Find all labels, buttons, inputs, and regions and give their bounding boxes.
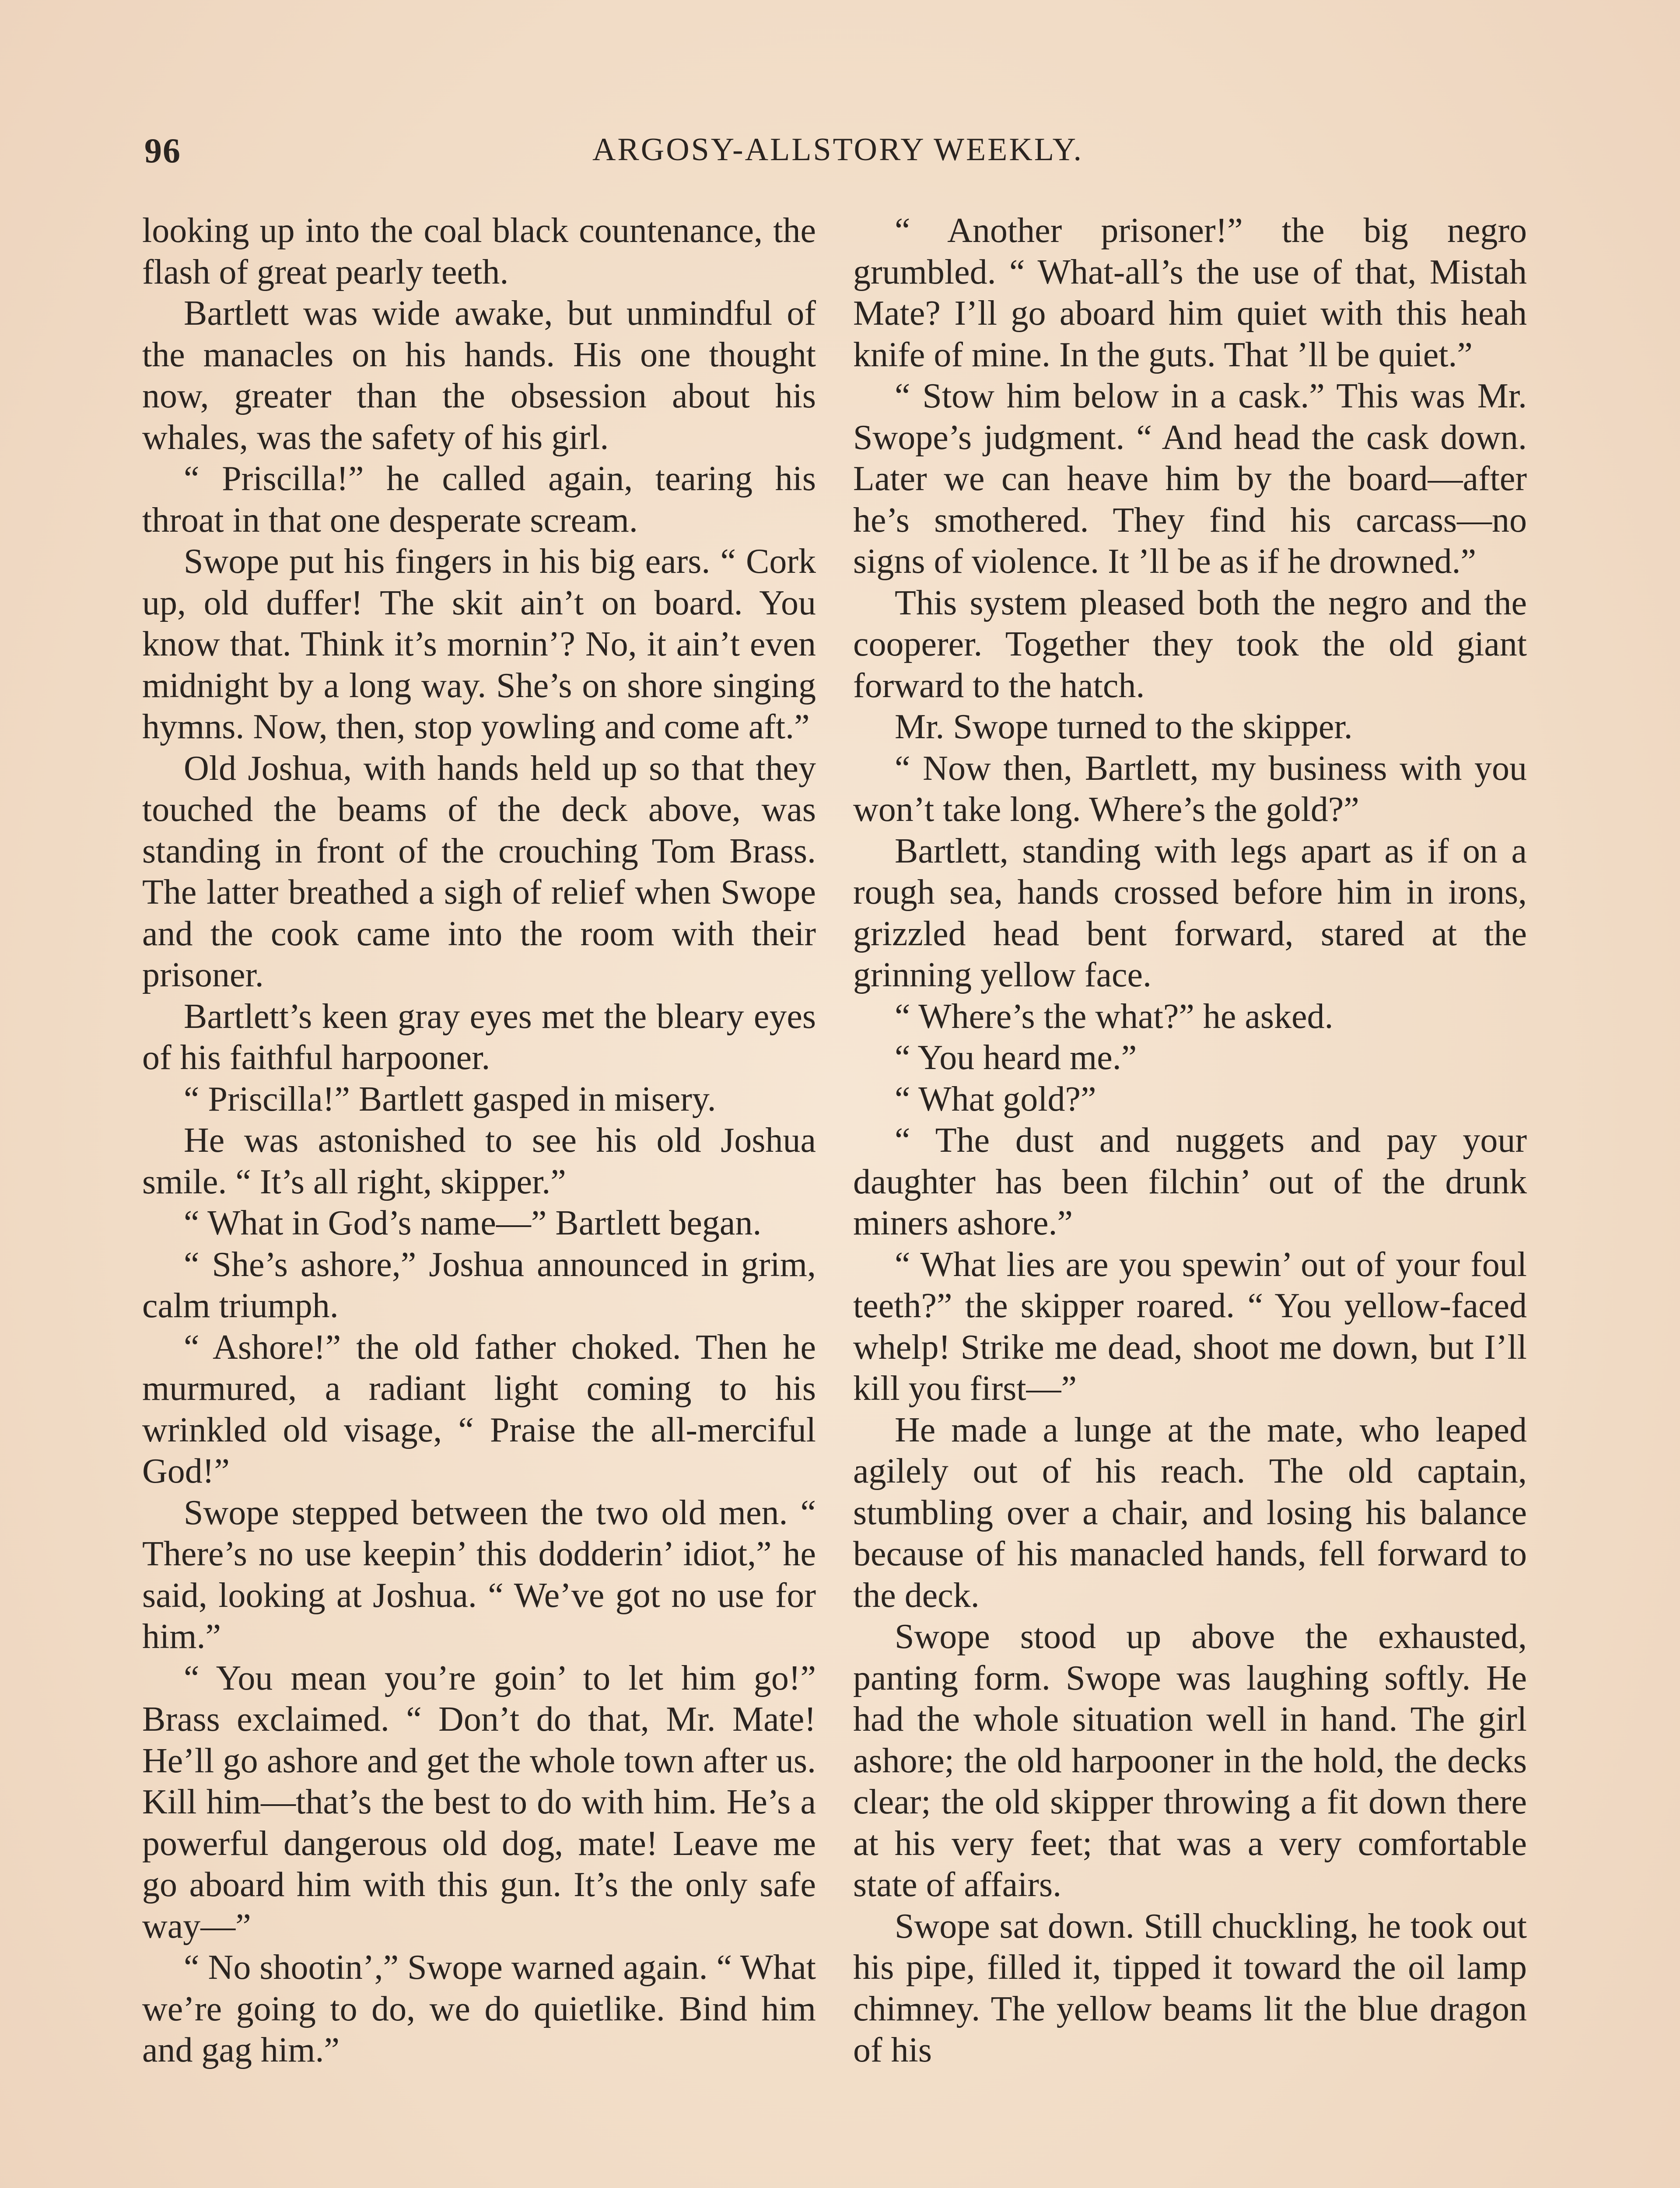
- left-column: [142, 210, 816, 2071]
- paragraph: “ Priscilla!” he called again, tearing his throat in that one desperate scream.: [142, 459, 816, 540]
- paragraph: This system pleased both the negro and the cooperer. Together they took the old giant forward to the hatch.: [853, 583, 1527, 705]
- paragraph: Swope stepped between the two old men. “ There’s no use keepin’ this dodderin’ idiot,” he said, looking at Joshua. “ We’ve got no use for him.”: [142, 1493, 816, 1656]
- paragraph: Swope put his fingers in his big ears. “ Cork up, old duffer! The skit ain’t on board. You know that. Think it’s mornin’? No, it ain’t even midnight by a long way. She’s on shore singing hymns. Now, then, stop yowling and come aft.”: [142, 542, 816, 746]
- paragraph: “ What in God’s name—” Bartlett began.: [184, 1204, 762, 1242]
- paragraph: He made a lunge at the mate, who leaped agilely out of his reach. The old captain, stumbling over a chair, and losing his balance because of his manacled hands, fell forward to the deck.: [853, 1410, 1527, 1615]
- paragraph: Swope sat down. Still chuckling, he took out his pipe, filled it, tipped it toward the oil lamp chimney. The yellow beams lit the blue dragon of his: [853, 1907, 1527, 2069]
- paragraph: “ Another prisoner!” the big negro grumbled. “ What-all’s the use of that, Mistah Mate? I’ll go aboard him quiet with this heah knife of mine. In the guts. That ’ll be quiet.”: [853, 211, 1527, 374]
- paragraph: “ What lies are you spewin’ out of your foul teeth?” the skipper roared. “ You yellow-faced whelp! Strike me dead, shoot me down, but I’ll kill you first—”: [853, 1245, 1527, 1408]
- paragraph: Bartlett was wide awake, but unmindful of the manacles on his hands. His one thought now, greater than the obsession about his whales, was the safety of his girl.: [142, 294, 816, 457]
- page-header: [144, 131, 1531, 179]
- paragraph: “ No shootin’,” Swope warned again. “ What we’re going to do, we do quietlike. Bind him and gag him.”: [142, 1948, 816, 2069]
- paragraph: Swope stood up above the exhausted, panting form. Swope was laughing softly. He had the whole situation well in hand. The girl ashore; the old harpooner in the hold, the decks clear; the old skipper throwing a fit down there at his very feet; that was a very comfortable state of affairs.: [853, 1617, 1527, 1904]
- right-column: [853, 210, 1527, 2071]
- paragraph: “ Stow him below in a cask.” This was Mr. Swope’s judgment. “ And head the cask down. Later we can heave him by the board—after he’s smothered. They find his carcass—no signs of violence. It ’ll be as if he drowned.”: [853, 377, 1527, 581]
- paragraph: Old Joshua, with hands held up so that they touched the beams of the deck above, was standing in front of the crouching Tom Brass. The latter breathed a sigh of relief when Swope and the cook came into the room with their prisoner.: [142, 749, 816, 994]
- paragraph: Mr. Swope turned to the skipper.: [895, 708, 1353, 746]
- paragraph: “ She’s ashore,” Joshua announced in grim, calm triumph.: [142, 1245, 816, 1325]
- paragraph: He was astonished to see his old Joshua smile. “ It’s all right, skipper.”: [142, 1121, 816, 1201]
- paragraph: Bartlett, standing with legs apart as if on a rough sea, hands crossed before him in irons, grizzled head bent forward, stared at the grinning yellow face.: [853, 831, 1527, 994]
- page-number: 96: [144, 132, 181, 170]
- paragraph: “ You mean you’re goin’ to let him go!” Brass exclaimed. “ Don’t do that, Mr. Mate! He’ll go ashore and get the whole town after us. Kill him—that’s the best to do with him. He’s a powerful dangerous old dog, mate! Leave me go aboard him with this gun. It’s the only safe way—”: [142, 1659, 816, 1946]
- paragraph: “ What gold?”: [895, 1080, 1096, 1119]
- paragraph: “ The dust and nuggets and pay your daughter has been filchin’ out of the drunk miners ashore.”: [853, 1121, 1527, 1242]
- paragraph: “ Priscilla!” Bartlett gasped in misery.: [184, 1080, 716, 1119]
- running-title: ARGOSY-ALLSTORY WEEKLY.: [592, 132, 1084, 168]
- paragraph: Bartlett’s keen gray eyes met the bleary eyes of his faithful harpooner.: [142, 997, 816, 1077]
- paragraph: looking up into the coal black countenance, the flash of great pearly teeth.: [142, 211, 816, 291]
- paragraph: “ Ashore!” the old father choked. Then he murmured, a radiant light coming to his wrinkled old visage, “ Praise the all-merciful God!”: [142, 1328, 816, 1490]
- paragraph: “ Now then, Bartlett, my business with you won’t take long. Where’s the gold?”: [853, 749, 1527, 829]
- paragraph: “ You heard me.”: [895, 1038, 1137, 1077]
- paragraph: “ Where’s the what?” he asked.: [895, 997, 1334, 1036]
